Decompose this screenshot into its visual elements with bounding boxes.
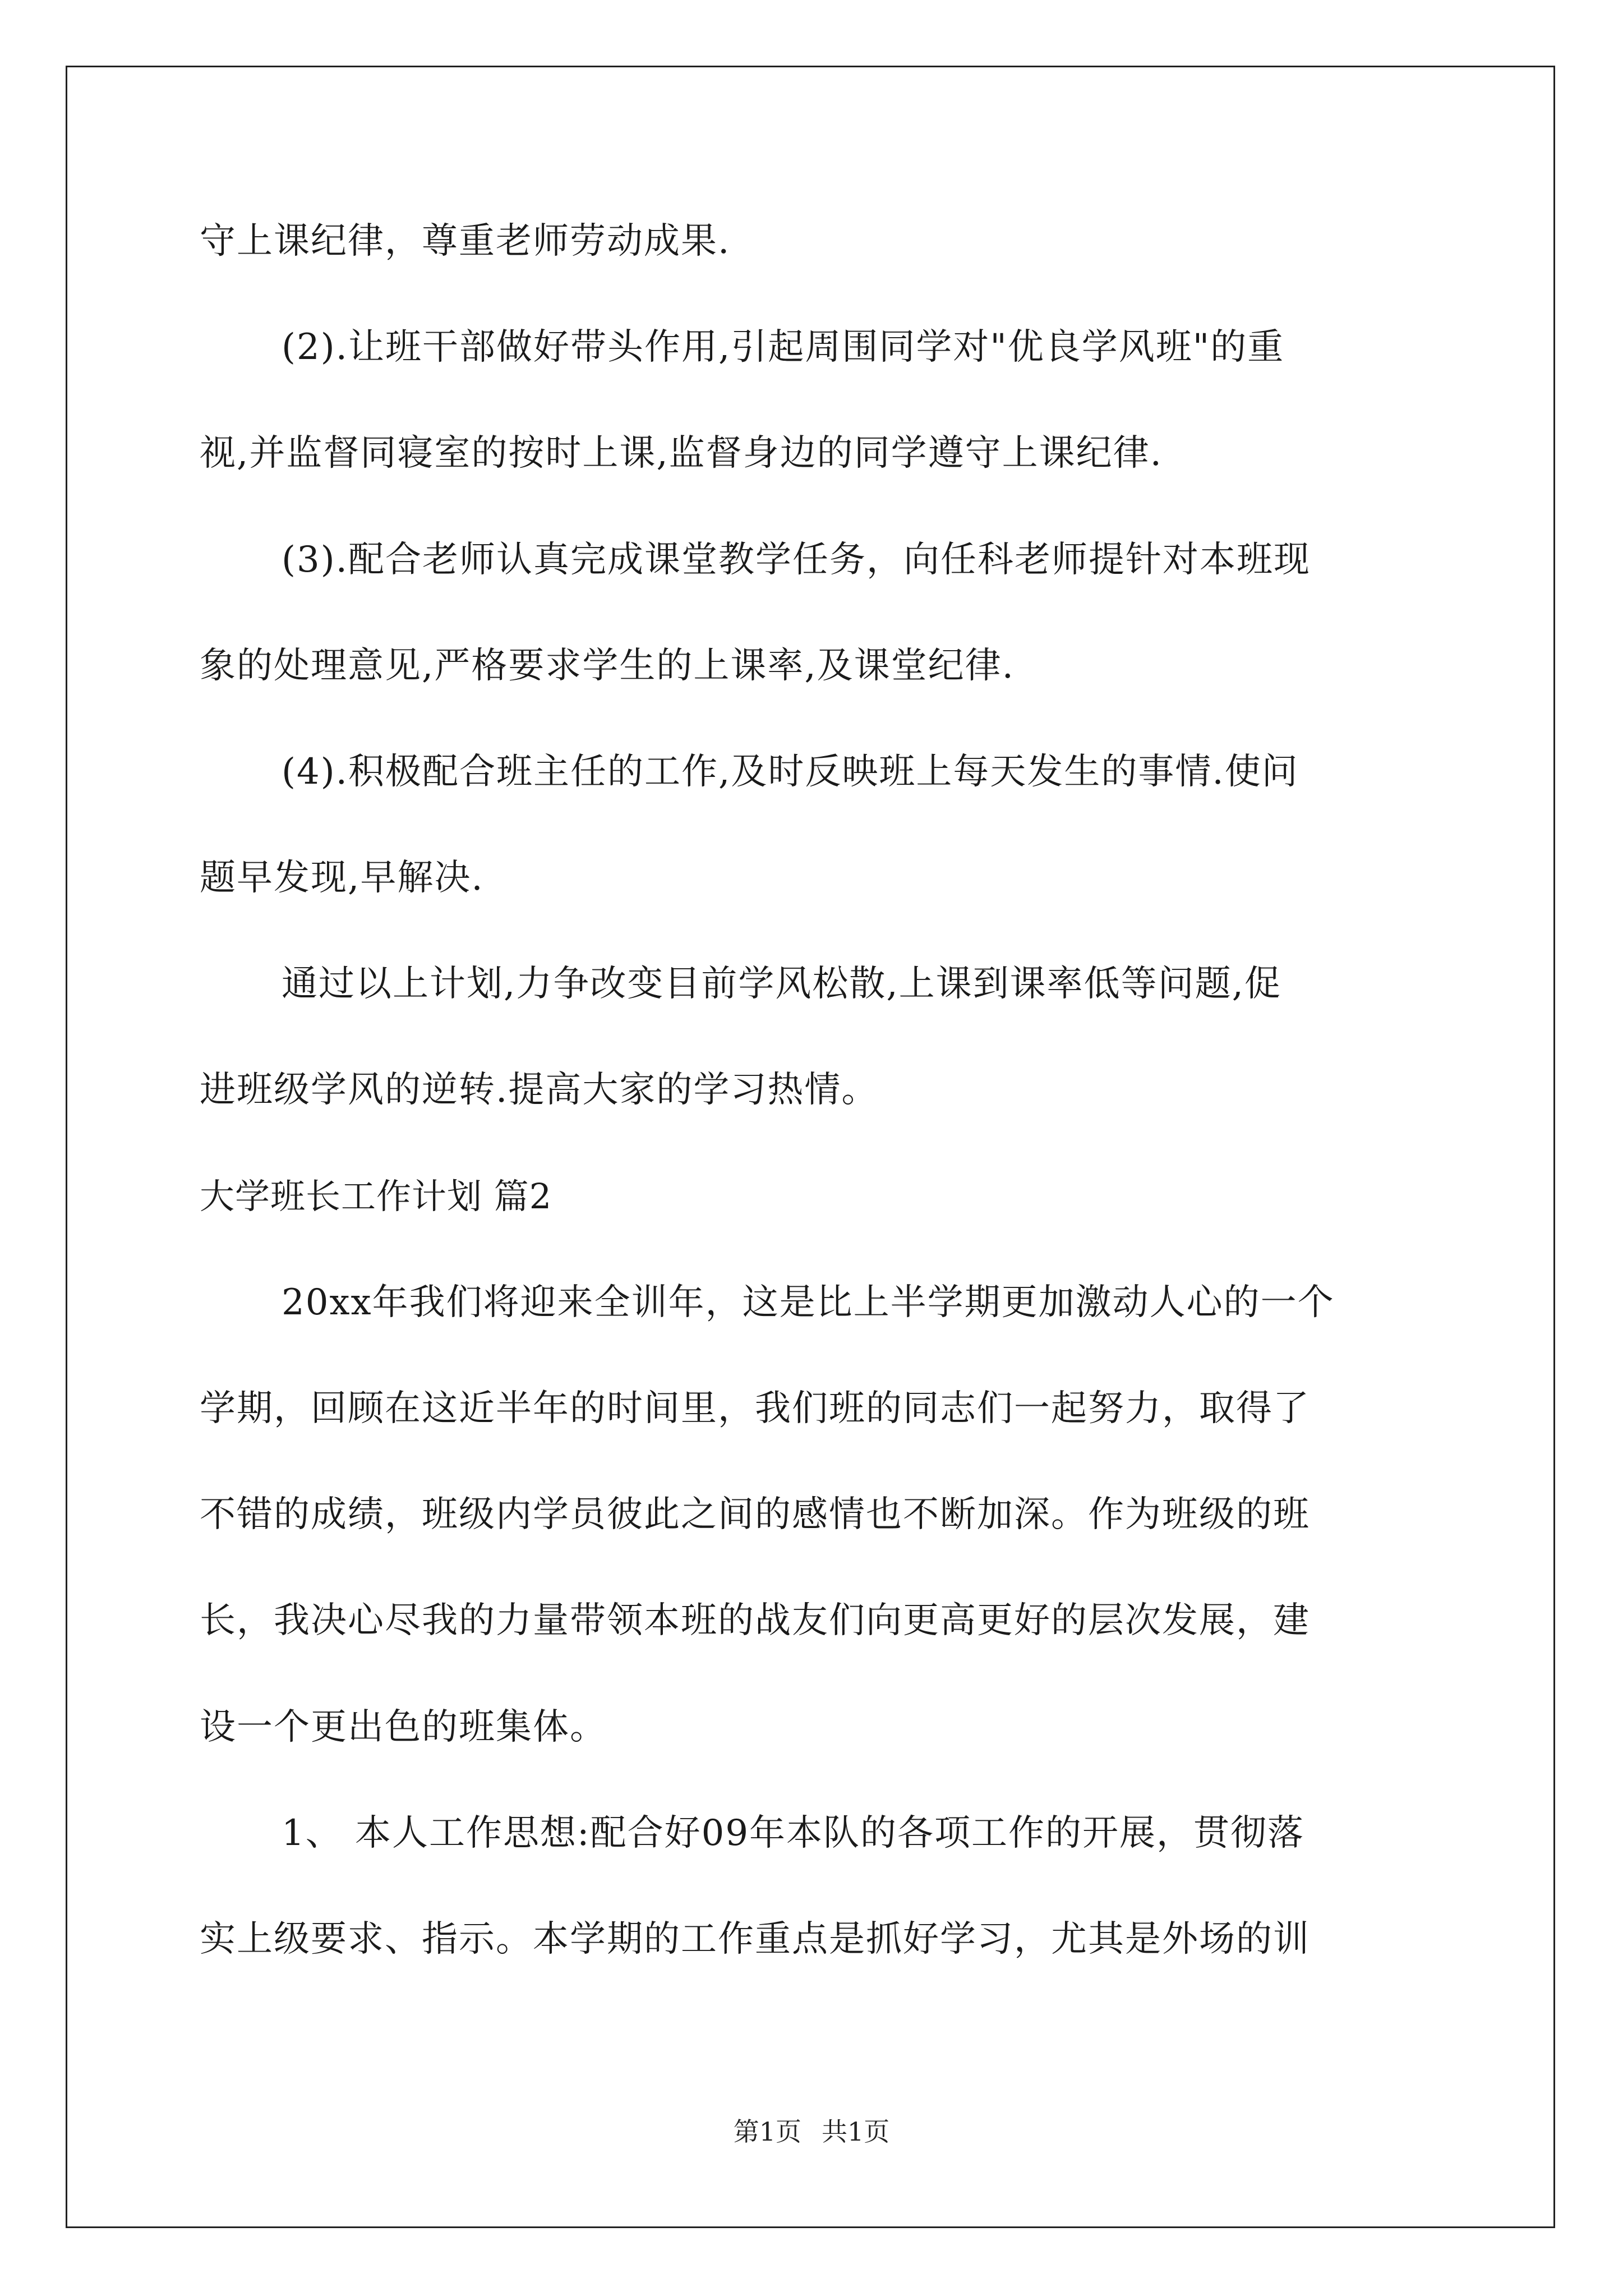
text-line: (4).积极配合班主任的工作,及时反映班上每天发生的事情.使问 — [282, 751, 1299, 793]
text-line: 通过以上计划,力争改变目前学风松散,上课到课率低等问题,促 — [282, 963, 1282, 1005]
text-line: (2).让班干部做好带头作用,引起周围同学对"优良学风班"的重 — [282, 326, 1285, 368]
text-line: 实上级要求、指示。本学期的工作重点是抓好学习，尤其是外场的训 — [200, 1918, 1310, 1960]
text-line: 1、 本人工作思想:配合好09年本队的各项工作的开展，贯彻落 — [282, 1812, 1305, 1854]
text-line: 题早发现,早解决. — [200, 857, 484, 899]
text-line: 进班级学风的逆转.提高大家的学习热情。 — [200, 1069, 879, 1111]
page-footer — [0, 2115, 1623, 2148]
text-line: (3).配合老师认真完成课堂教学任务，向任科老师提针对本班现 — [282, 539, 1311, 581]
text-line: 守上课纪律，尊重老师劳动成果. — [200, 220, 731, 262]
text-line: 象的处理意见,严格要求学生的上课率,及课堂纪律. — [200, 645, 1015, 687]
text-line: 长，我决心尽我的力量带领本班的战友们向更高更好的层次发展，建 — [200, 1600, 1310, 1641]
text-line: 设一个更出色的班集体。 — [200, 1706, 607, 1748]
text-line: 视,并监督同寝室的按时上课,监督身边的同学遵守上课纪律. — [200, 432, 1163, 474]
section-heading: 大学班长工作计划 篇2 — [200, 1176, 552, 1217]
text-line: 20xx年我们将迎来全训年，这是比上半学期更加激动人心的一个 — [282, 1282, 1335, 1323]
page-border — [66, 66, 1555, 2228]
text-line: 不错的成绩，班级内学员彼此之间的感情也不断加深。作为班级的班 — [200, 1494, 1310, 1535]
page-total: 共1页 — [822, 2116, 890, 2147]
text-line: 学期，回顾在这近半年的时间里，我们班的同志们一起努力，取得了 — [200, 1388, 1310, 1429]
page-number: 第1页 — [733, 2116, 801, 2147]
